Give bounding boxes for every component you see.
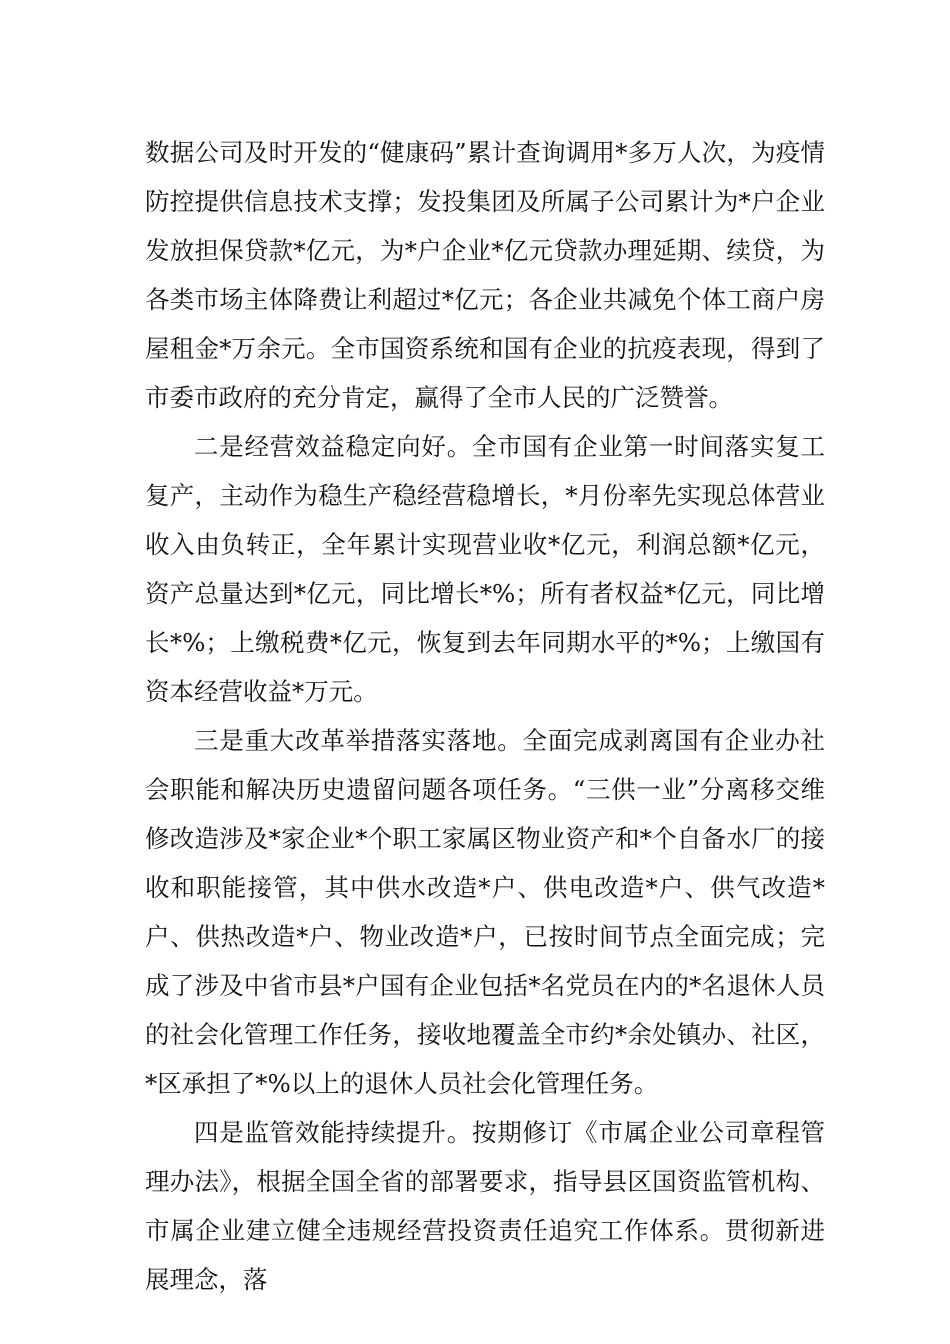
paragraph-continuation: 数据公司及时开发的“健康码”累计查询调用*多万人次，为疫情防控提供信息技术支撑；发投集团及所属子公司累计为*户企业发放担保贷款*亿元，为*户企业*亿元贷款办理延期、续贷，为各类市场主体降费让利超过*亿元；各企业共减免个体工商户房屋租金*万余元。全市国资系统和国有企业的抗疫表现，得到了市委市政府的充分肯定，赢得了全市人民的广泛赞誉。: [145, 138, 825, 412]
paragraph-supervision-efficiency: 四是监管效能持续提升。按期修订《市属企业公司章程管理办法》，根据全国全省的部署要求，指导县区国资监管机构、市属企业建立健全违规经营投资责任追究工作体系。贯彻新进展理念，落: [145, 1118, 825, 1294]
document-body: [145, 128, 825, 1304]
paragraph-major-reforms: 三是重大改革举措落实落地。全面完成剥离国有企业办社会职能和解决历史遗留问题各项任务。“三供一业”分离移交维修改造涉及*家企业*个职工家属区物业资产和*个自备水厂的接收和职能接管，其中供水改造*户、供电改造*户、供气改造*户、供热改造*户、物业改造*户，已按时间节点全面完成；完成了涉及中省市县*户国有企业包括*名党员在内的*名退休人员的社会化管理工作任务，接收地覆盖全市约*余处镇办、社区，*区承担了*%以上的退休人员社会化管理任务。: [145, 726, 825, 1098]
paragraph-operating-benefits: 二是经营效益稳定向好。全市国有企业第一时间落实复工复产，主动作为稳生产稳经营稳增长，*月份率先实现总体营业收入由负转正，全年累计实现营业收*亿元，利润总额*亿元，资产总量达到*亿元，同比增长*%；所有者权益*亿元，同比增长*%；上缴税费*亿元，恢复到去年同期水平的*%；上缴国有资本经营收益*万元。: [145, 432, 825, 706]
